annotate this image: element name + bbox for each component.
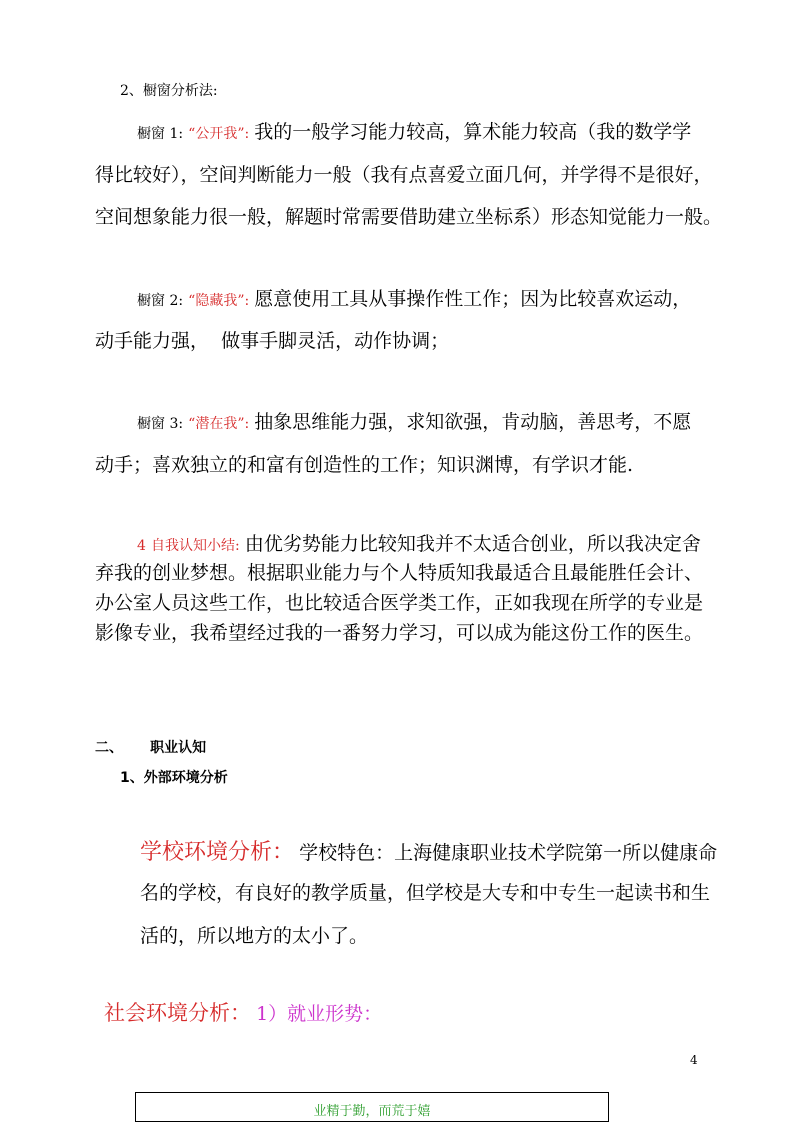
window-1-line-3: 空间想象能力很一般，解题时常需要借助建立坐标系）形态知觉能力一般。 xyxy=(95,206,723,228)
school-line-2: 名的学校，有良好的教学质量，但学校是大专和中专生一起读书和生 xyxy=(140,882,711,904)
window-3-tag: “潜在我”: xyxy=(188,416,250,432)
footer-box xyxy=(135,1092,609,1122)
window-3-line-2: 动手；喜欢独立的和富有创造性的工作；知识渊博，有学识才能. xyxy=(95,454,634,476)
summary-line-2: 弃我的创业梦想。根据职业能力与个人特质知我最适合且最能胜任会计、 xyxy=(95,562,704,584)
window-2-label: 橱窗 2: xyxy=(137,293,184,309)
window-2-tag: “隐藏我”: xyxy=(188,293,250,309)
window-3-line-1: 抽象思维能力强，求知欲强，肯动脑，善思考，不愿 xyxy=(254,411,692,433)
window-2-line-1: 愿意使用工具从事操作性工作；因为比较喜欢运动， xyxy=(254,288,692,310)
school-line-3: 活的，所以地方的太小了。 xyxy=(140,925,369,947)
window-1-line-1: 我的一般学习能力较高，算术能力较高（我的数学学 xyxy=(254,121,692,143)
summary-line-4: 影像专业，我希望经过我的一番努力学习，可以成为能这份工作的医生。 xyxy=(95,622,704,644)
subsection-1-heading: 1、外部环境分析 xyxy=(120,770,228,786)
footer-motto: 业精于勤，而荒于嬉 xyxy=(313,1104,431,1119)
window-3-label: 橱窗 3: xyxy=(137,416,184,432)
summary-tag: 自我认知小结: xyxy=(151,538,240,554)
summary-line-3: 办公室人员这些工作，也比较适合医学类工作，正如我现在所学的专业是 xyxy=(95,592,704,614)
window-1-tag: “公开我”: xyxy=(188,126,250,142)
window-2-line-2: 动手能力强， 做事手脚灵活，动作协调； xyxy=(95,330,450,352)
summary-line-1: 由优劣势能力比较知我并不太适合创业，所以我决定舍 xyxy=(244,533,701,555)
section-2-heading: 2、橱窗分析法: xyxy=(120,83,218,99)
window-1-label: 橱窗 1: xyxy=(137,126,184,142)
part-2-title: 职业认知 xyxy=(150,740,207,756)
window-1-line-2: 得比较好），空间判断能力一般（我有点喜爱立面几何，并学得不是很好， xyxy=(95,164,713,186)
part-2-number: 二、 xyxy=(95,740,123,756)
school-line-1: 学校特色：上海健康职业技术学院第一所以健康命 xyxy=(299,842,718,864)
school-tag: 学校环境分析： xyxy=(140,840,295,865)
society-tag: 社会环境分析： xyxy=(104,1001,251,1025)
society-item: 1）就业形势： xyxy=(256,1003,383,1025)
summary-number: 4 xyxy=(137,538,146,554)
page-number: 4 xyxy=(690,1053,698,1067)
